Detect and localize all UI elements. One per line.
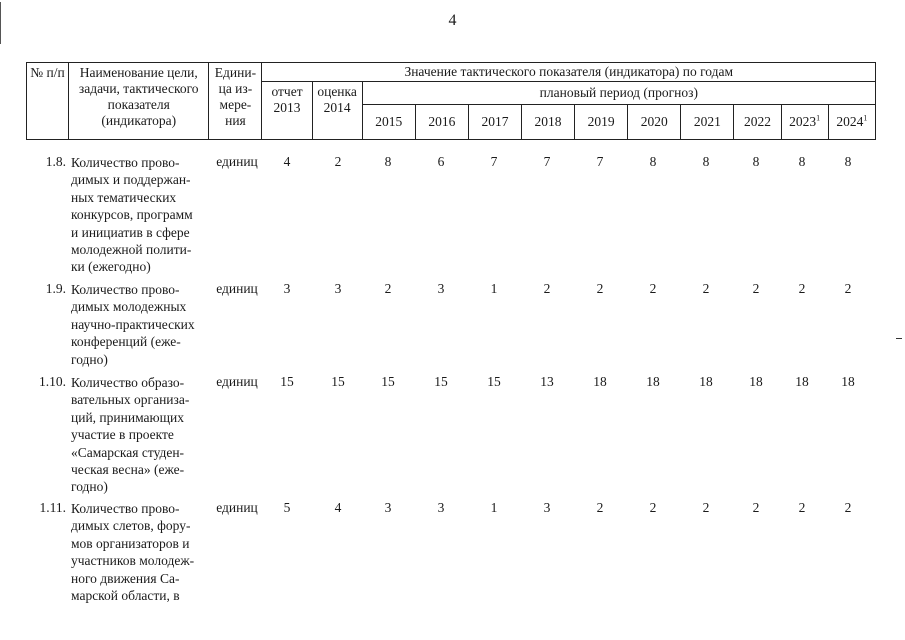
row-number: 1.9. [45, 281, 66, 296]
value-cell: 7 [543, 154, 551, 169]
margin-dash [896, 338, 902, 339]
row-unit: единиц [216, 500, 258, 515]
header-year: 2022 [734, 105, 781, 140]
value-cell: 18 [749, 374, 763, 389]
value-cell: 3 [283, 281, 291, 296]
row-unit: единиц [216, 154, 258, 169]
value-cell: 2 [543, 281, 551, 296]
value-cell: 2 [844, 281, 852, 296]
row-unit: единиц [216, 281, 258, 296]
value-cell: 3 [543, 500, 551, 515]
value-cell: 15 [434, 374, 448, 389]
header-name: Наименование цели, задачи, тактического показателя (индикатора) [69, 63, 209, 140]
value-cell: 7 [490, 154, 498, 169]
value-cell: 2 [702, 500, 710, 515]
value-cell: 4 [334, 500, 342, 515]
value-cell: 15 [280, 374, 294, 389]
value-cell: 8 [752, 154, 760, 169]
page-number: 4 [448, 12, 457, 29]
value-cell: 15 [487, 374, 501, 389]
row-name: Количество прово- димых слетов, фору- мов организаторов и участников молодеж- ного движения Са- марской области, в [71, 501, 195, 604]
header-values-title: Значение тактического показателя (индикатора) по годам [262, 63, 876, 82]
header-year: 2024$^1$ [828, 105, 875, 140]
header-year: 2023$^1$ [781, 105, 828, 140]
header-report-2013: отчет 2013 [262, 82, 312, 140]
value-cell: 1 [490, 281, 498, 296]
header-num: № п/п [27, 63, 69, 140]
header-year: 2019 [575, 105, 628, 140]
value-cell: 2 [844, 500, 852, 515]
value-cell: 8 [384, 154, 392, 169]
row-name: Количество прово- димых молодежных научно-практических конференций (еже- годно) [71, 282, 195, 367]
value-cell: 2 [702, 281, 710, 296]
header-year: 2021 [681, 105, 734, 140]
value-cell: 8 [844, 154, 852, 169]
row-number: 1.8. [45, 154, 66, 169]
row-number: 1.11. [39, 500, 66, 515]
value-cell: 18 [646, 374, 660, 389]
indicator-table-header [26, 62, 876, 140]
header-year: 2017 [468, 105, 521, 140]
value-cell: 3 [384, 500, 392, 515]
value-cell: 2 [752, 500, 760, 515]
header-year: 2020 [628, 105, 681, 140]
header-unit: Едини-ца из-мере-ния [209, 63, 262, 140]
value-cell: 2 [596, 281, 604, 296]
header-year: 2015 [362, 105, 415, 140]
value-cell: 8 [649, 154, 657, 169]
value-cell: 3 [437, 500, 445, 515]
row-unit: единиц [216, 374, 258, 389]
value-cell: 3 [437, 281, 445, 296]
value-cell: 6 [437, 154, 445, 169]
value-cell: 2 [649, 500, 657, 515]
row-name: Количество прово- димых и поддержан- ных тематических конкурсов, программ и инициатив в сфере молодежной полити- ки (ежегодно) [71, 155, 193, 275]
value-cell: 2 [798, 500, 806, 515]
value-cell: 2 [752, 281, 760, 296]
value-cell: 2 [798, 281, 806, 296]
value-cell: 15 [381, 374, 395, 389]
value-cell: 7 [596, 154, 604, 169]
value-cell: 2 [649, 281, 657, 296]
header-year: 2018 [522, 105, 575, 140]
value-cell: 18 [593, 374, 607, 389]
value-cell: 8 [798, 154, 806, 169]
value-cell: 5 [283, 500, 291, 515]
value-cell: 4 [283, 154, 291, 169]
header-plan-period: плановый период (прогноз) [362, 82, 875, 105]
value-cell: 1 [490, 500, 498, 515]
row-name: Количество образо- вательных организа- ций, принимающих участие в проекте «Самарская студен- ческая весна» (еже- годно) [71, 375, 190, 495]
row-number: 1.10. [39, 374, 66, 389]
value-cell: 2 [596, 500, 604, 515]
value-cell: 8 [702, 154, 710, 169]
value-cell: 13 [540, 374, 554, 389]
value-cell: 2 [384, 281, 392, 296]
value-cell: 18 [699, 374, 713, 389]
value-cell: 2 [334, 154, 342, 169]
value-cell: 18 [841, 374, 855, 389]
header-estimate-2014: оценка 2014 [312, 82, 362, 140]
value-cell: 15 [331, 374, 345, 389]
header-year: 2016 [415, 105, 468, 140]
value-cell: 3 [334, 281, 342, 296]
value-cell: 18 [795, 374, 809, 389]
